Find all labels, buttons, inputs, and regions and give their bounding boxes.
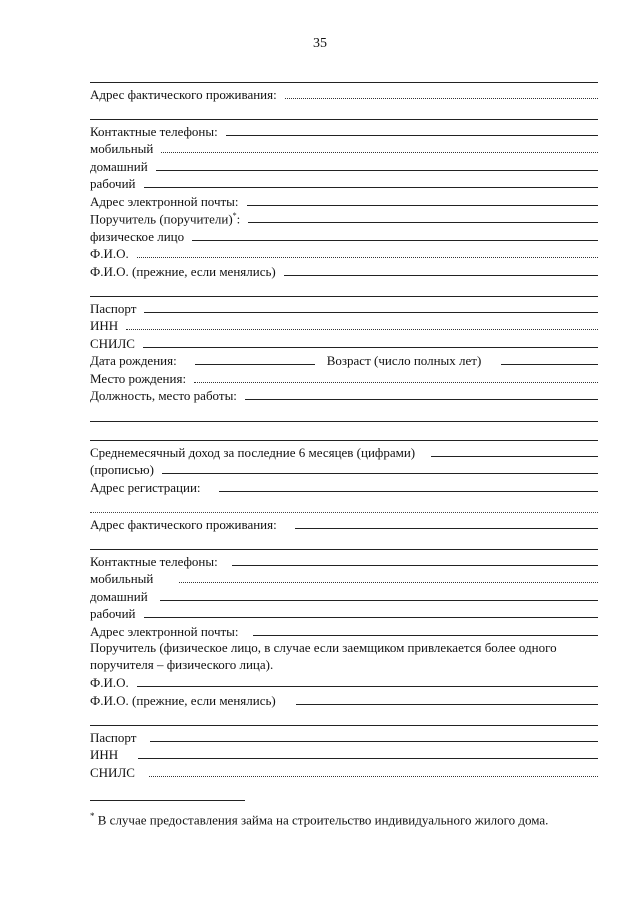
field-home-2[interactable] (160, 599, 598, 601)
field-work[interactable] (144, 186, 599, 188)
label-email: Адрес электронной почты: (90, 193, 239, 209)
row-fio-prev-2 (90, 690, 598, 708)
row-passport-2 (90, 727, 598, 745)
row-home-2 (90, 586, 598, 604)
row-phones-2 (90, 551, 598, 569)
field-passport-2[interactable] (150, 740, 598, 742)
label-actual-address: Адрес фактического проживания: (90, 86, 277, 102)
row-phones (90, 121, 598, 139)
row-home (90, 156, 598, 174)
row-actual-address (90, 84, 598, 102)
footnote-text: * В случае предоставления займа на строительство индивидуального жилого дома. (90, 811, 549, 828)
label-inn: ИНН (90, 318, 119, 333)
label-work-2: рабочий (90, 606, 136, 621)
row-income-words (90, 460, 598, 478)
field-age[interactable] (501, 363, 598, 365)
label-guarantor: Поручитель (поручители)*: (90, 210, 241, 226)
label-position: Должность, место работы: (90, 388, 237, 403)
row-position (90, 386, 598, 404)
field-fio-prev[interactable] (284, 274, 598, 276)
row-email-2 (90, 621, 598, 639)
field-inn[interactable] (126, 328, 598, 330)
field-income-words[interactable] (162, 472, 598, 474)
row-email (90, 191, 598, 209)
field-passport[interactable] (144, 311, 598, 313)
form-body (90, 82, 598, 780)
field-home[interactable] (156, 169, 598, 171)
field-snils[interactable] (143, 346, 598, 348)
field-actual-address-2[interactable] (295, 527, 598, 529)
field-birth-date[interactable] (195, 363, 315, 365)
field-mobile[interactable] (161, 151, 598, 153)
label-inn-2: ИНН (90, 747, 119, 762)
row-birth-date (90, 351, 598, 369)
label-reg-address: Адрес регистрации: (90, 479, 201, 495)
footnote-mark: * (232, 210, 237, 220)
field-position[interactable] (245, 398, 598, 400)
field-inn-2[interactable] (138, 757, 598, 759)
field-guarantor[interactable] (248, 221, 598, 223)
label-passport: Паспорт (90, 300, 137, 316)
row-individual (90, 226, 598, 244)
label-email-2: Адрес электронной почты: (90, 623, 239, 639)
label-home: домашний (90, 158, 148, 174)
label-work: рабочий (90, 176, 136, 191)
field-phones[interactable] (226, 134, 598, 136)
row-fio (90, 244, 598, 262)
field-snils-2[interactable] (149, 775, 598, 777)
guarantor-note: Поручитель (физическое лицо, в случае если заемщиком привлекается более одного поручителя – физического лица). (90, 639, 557, 672)
row-actual-address-2 (90, 514, 598, 532)
label-home-2: домашний (90, 588, 148, 604)
label-phones-2: Контактные телефоны: (90, 553, 218, 569)
field-email-2[interactable] (253, 634, 598, 636)
row-fio-prev (90, 261, 598, 279)
label-fio-prev: Ф.И.О. (прежние, если менялись) (90, 263, 276, 279)
field-fio-prev-2[interactable] (296, 703, 598, 705)
label-phones: Контактные телефоны: (90, 123, 218, 139)
label-fio-prev-2: Ф.И.О. (прежние, если менялись) (90, 692, 276, 708)
row-passport (90, 298, 598, 316)
field-individual[interactable] (192, 239, 598, 241)
field-income-digits[interactable] (431, 455, 598, 457)
field-mobile-2[interactable] (179, 581, 598, 583)
field-birth-place[interactable] (194, 381, 598, 383)
field-fio-2[interactable] (137, 685, 598, 687)
row-fio-2 (90, 673, 598, 691)
footnote (90, 800, 598, 829)
row-work-2 (90, 604, 598, 622)
field-reg-address[interactable] (219, 490, 598, 492)
row-mobile-2 (90, 569, 598, 587)
label-birth-date: Дата рождения: (90, 353, 177, 368)
label-income-words: (прописью) (90, 462, 154, 477)
row-snils-2 (90, 762, 598, 780)
row-inn-2 (90, 745, 598, 763)
field-actual-address[interactable] (285, 97, 598, 99)
field-phones-2[interactable] (232, 564, 598, 566)
row-income-digits (90, 442, 598, 460)
label-snils: СНИЛС (90, 335, 135, 351)
row-reg-address (90, 477, 598, 495)
label-actual-address-2: Адрес фактического проживания: (90, 516, 277, 532)
field-email[interactable] (247, 204, 598, 206)
label-passport-2: Паспорт (90, 729, 137, 745)
label-fio: Ф.И.О. (90, 246, 129, 261)
field-work-2[interactable] (144, 616, 599, 618)
label-birth-place: Место рождения: (90, 370, 187, 386)
label-mobile: мобильный (90, 141, 154, 156)
label-income-digits: Среднемесячный доход за последние 6 месяцев (цифрами) (90, 444, 416, 460)
row-snils (90, 333, 598, 351)
row-birth-place (90, 368, 598, 386)
field-fio[interactable] (137, 256, 598, 258)
footnote-rule (90, 800, 245, 801)
label-mobile-2: мобильный (90, 571, 154, 586)
label-individual: физическое лицо (90, 228, 185, 244)
label-age: Возраст (число полных лет) (326, 353, 482, 368)
row-work (90, 174, 598, 192)
label-snils-2: СНИЛС (90, 764, 135, 780)
page-number: 35 (313, 36, 327, 51)
label-fio-2: Ф.И.О. (90, 675, 129, 690)
row-inn (90, 316, 598, 334)
row-guarantor (90, 209, 598, 227)
footnote-mark: * (90, 811, 95, 821)
row-mobile (90, 139, 598, 157)
